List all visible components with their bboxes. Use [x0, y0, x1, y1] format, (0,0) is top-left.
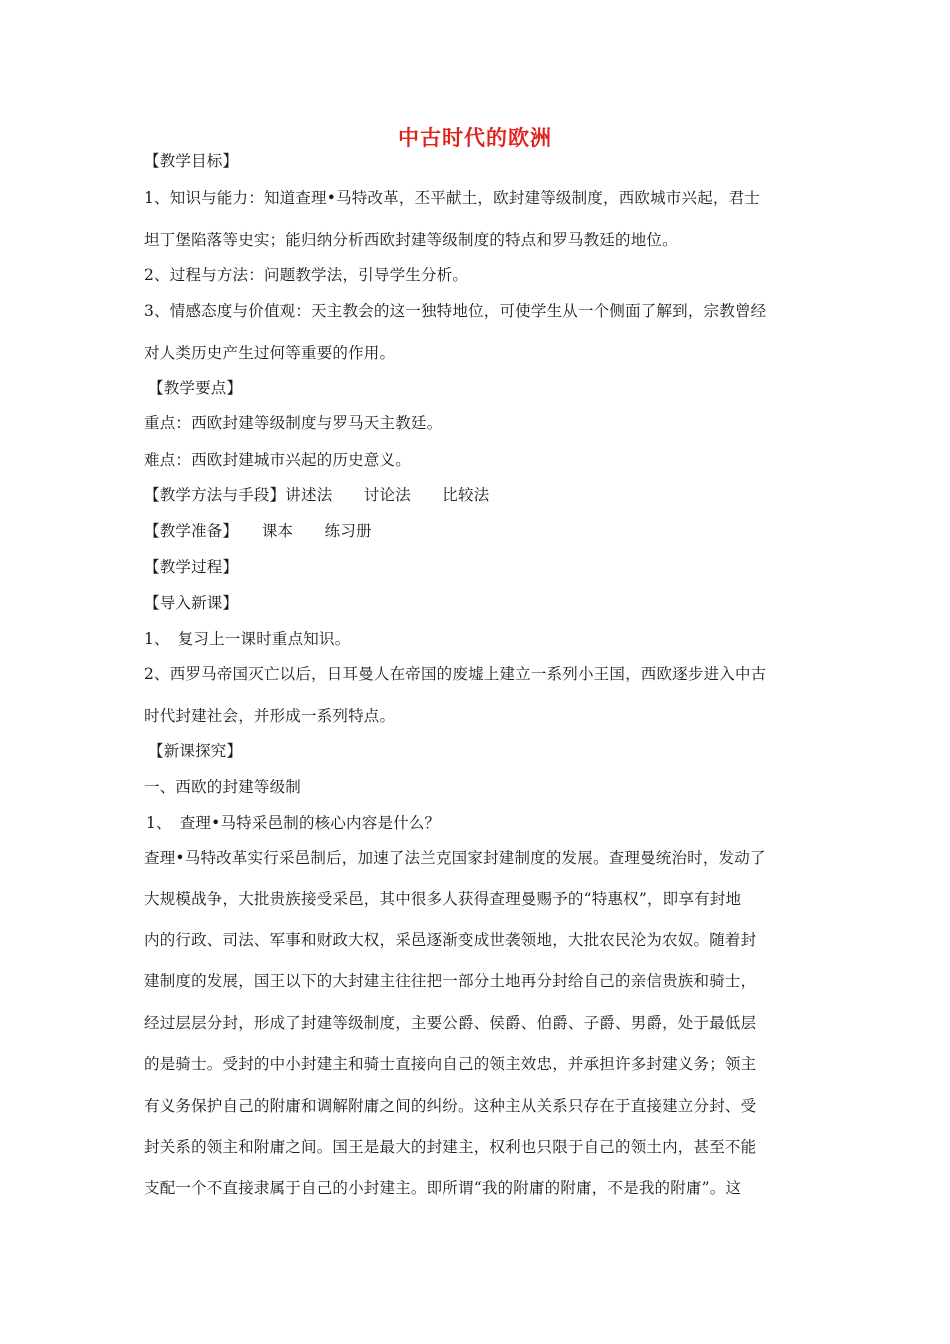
heading-introduction: 【导入新课】	[144, 594, 239, 612]
paragraph-line: 有义务保护自己的附庸和调解附庸之间的纠纷。这种主从关系只存在于直接建立分封、受	[144, 1097, 757, 1115]
paragraph-line: 内的行政、司法、军事和财政大权，采邑逐渐变成世袭领地，大批农民沦为农奴。随着封	[144, 931, 757, 949]
paragraph-line: 时代封建社会，并形成一系列特点。	[144, 707, 396, 725]
paragraph-line: 2、西罗马帝国灭亡以后，日耳曼人在帝国的废墟上建立一系列小王国，西欧逐步进入中古	[144, 665, 767, 683]
paragraph-line: 对人类历史产生过何等重要的作用。	[144, 344, 396, 362]
paragraph-line: 难点：西欧封建城市兴起的历史意义。	[144, 451, 411, 469]
paragraph-line: 重点：西欧封建等级制度与罗马天主教廷。	[144, 414, 443, 432]
heading-process: 【教学过程】	[144, 558, 239, 576]
paragraph-line: 经过层层分封，形成了封建等级制度，主要公爵、侯爵、伯爵、子爵、男爵，处于最低层	[144, 1014, 757, 1032]
paragraph-line: 查理•马特改革实行采邑制后，加速了法兰克国家封建制度的发展。查理曼统治时，发动了	[144, 849, 766, 867]
section-heading: 一、西欧的封建等级制	[144, 778, 302, 796]
paragraph-line: 大规模战争，大批贵族接受采邑，其中很多人获得查理曼赐予的“特惠权”，即享有封地	[144, 890, 742, 908]
heading-teaching-objectives: 【教学目标】	[144, 152, 239, 170]
question-line: 1、 查理•马特采邑制的核心内容是什么？	[146, 814, 441, 832]
document-title: 中古时代的欧洲	[398, 125, 552, 150]
heading-new-lesson: 【新课探究】	[148, 742, 243, 760]
heading-preparation: 【教学准备】 课本 练习册	[144, 522, 372, 540]
heading-key-points: 【教学要点】	[148, 379, 243, 397]
paragraph-line: 支配一个不直接隶属于自己的小封建主。即所谓“我的附庸的附庸，不是我的附庸”。这	[144, 1179, 742, 1197]
paragraph-line: 1、 复习上一课时重点知识。	[144, 630, 351, 648]
paragraph-line: 2、过程与方法：问题教学法，引导学生分析。	[144, 266, 469, 284]
heading-methods: 【教学方法与手段】讲述法 讨论法 比较法	[144, 486, 490, 504]
paragraph-line: 建制度的发展，国王以下的大封建主往往把一部分土地再分封给自己的亲信贵族和骑士，	[144, 972, 757, 990]
paragraph-line: 1、知识与能力：知道查理•马特改革，丕平献土，欧封建等级制度，西欧城市兴起，君士	[144, 189, 761, 207]
paragraph-line: 封关系的领主和附庸之间。国王是最大的封建主，权利也只限于自己的领土内，甚至不能	[144, 1138, 757, 1156]
paragraph-line: 坦丁堡陷落等史实；能归纳分析西欧封建等级制度的特点和罗马教廷的地位。	[144, 231, 678, 249]
paragraph-line: 的是骑士。受封的中小封建主和骑士直接向自己的领主效忠，并承担许多封建义务；领主	[144, 1055, 757, 1073]
paragraph-line: 3、情感态度与价值观：天主教会的这一独特地位，可使学生从一个侧面了解到，宗教曾经	[144, 302, 767, 320]
